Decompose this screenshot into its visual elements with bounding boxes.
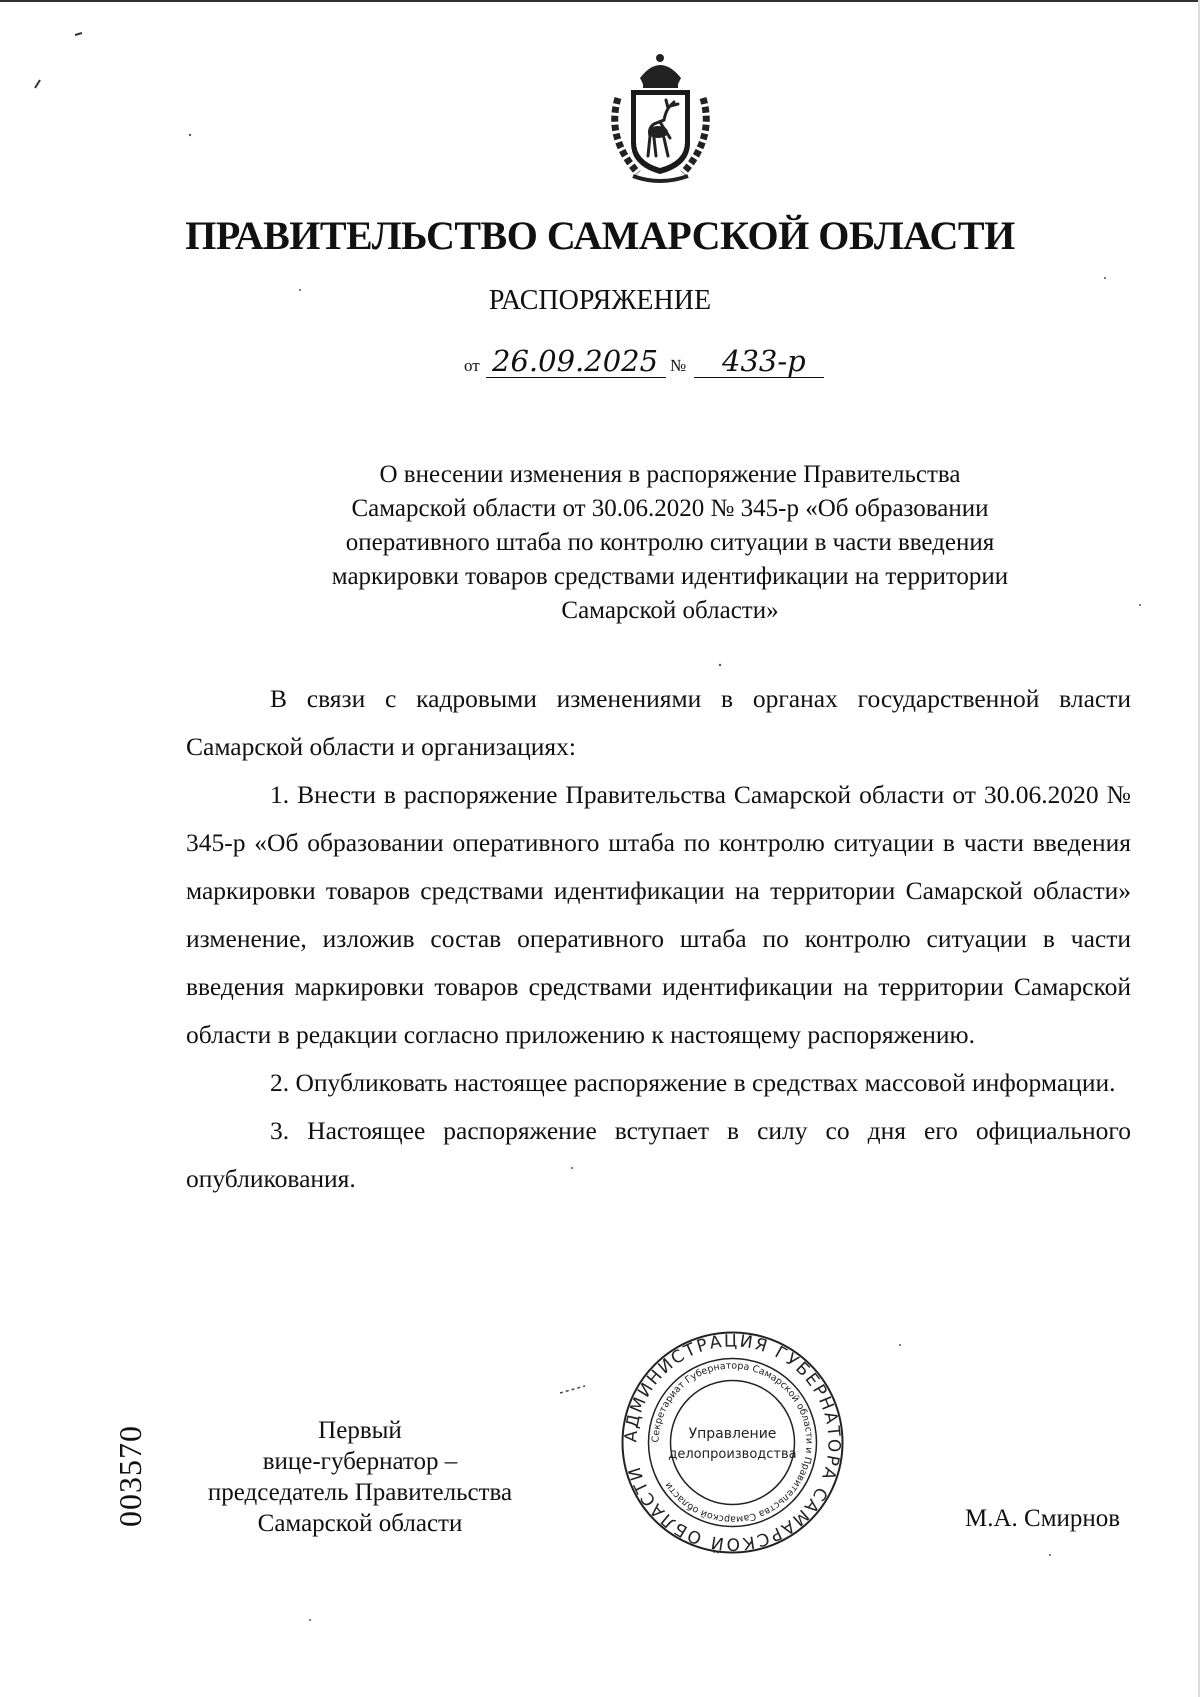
- signer-position-line: Самарской области: [257, 1510, 463, 1537]
- subject-line: оперативного штаба по контролю ситуации в части введения: [345, 529, 995, 556]
- document-body: [186, 675, 1131, 1203]
- subject-line: О внесении изменения в распоряжение Правительства: [379, 461, 961, 488]
- date-number-line: [460, 340, 880, 384]
- signer-position-line: вице-губернатор –: [262, 1448, 458, 1475]
- signer-position: [175, 1415, 545, 1539]
- subject-line: маркировки товаров средствами идентификации на территории: [331, 563, 1009, 590]
- signer-position-line: Первый: [318, 1417, 402, 1444]
- official-stamp: [620, 1330, 845, 1555]
- stamp-middle-text: Секретариат Губернатора Самарской области и Правительства Самарской области: [650, 1360, 815, 1525]
- subject-line: Самарской области от 30.06.2020 № 345-р «Об образовании: [351, 495, 989, 522]
- subject-line: Самарской области»: [561, 597, 779, 624]
- stamp-center-line-1: Управление: [688, 1426, 777, 1442]
- date-prefix: от: [464, 356, 480, 375]
- date-value: 26.09.2025: [492, 344, 659, 378]
- number-prefix: №: [670, 356, 687, 375]
- government-title: ПРАВИТЕЛЬСТВО САМАРСКОЙ ОБЛАСТИ: [185, 213, 1015, 258]
- coat-of-arms-emblem: [598, 48, 723, 186]
- clause-1: 1. Внести в распоряжение Правительства Самарской области от 30.06.2020 № 345-р «Об образовании оперативного штаба по контролю ситуации в части введения маркировки товаров средствами идентификации на территории Самарской области» изменение, изложив состав оперативного штаба по контролю ситуации в части введения маркировки товаров средствами идентификации на территории Самарской области в редакции согласно приложению к настоящему распоряжению.: [186, 780, 1131, 1049]
- signer-position-line: председатель Правительства: [207, 1479, 513, 1506]
- stamp-outer-text: АДМИНИСТРАЦИЯ ГУБЕРНАТОРА САМАРСКОЙ ОБЛАСТИ: [621, 1331, 844, 1554]
- document-type: РАСПОРЯЖЕНИЕ: [488, 285, 712, 316]
- stamp-center-line-2: делопроизводства: [668, 1447, 797, 1462]
- clause-2: 2. Опубликовать настоящее распоряжение в средствах массовой информации.: [270, 1068, 1116, 1097]
- number-value: 433-р: [722, 344, 806, 378]
- document-serial-number: 003570: [112, 1425, 148, 1527]
- document-subject: [240, 458, 1100, 628]
- intro-paragraph: В связи с кадровыми изменениями в органах государственной власти Самарской области и организациях:: [186, 684, 1131, 761]
- svg-text:Секретариат Губернатора Самарс: [650, 1360, 814, 1524]
- signer-name: М.А. Смирнов: [965, 1505, 1121, 1532]
- clause-3: 3. Настоящее распоряжение вступает в силу со дня его официального опубликования.: [186, 1116, 1131, 1193]
